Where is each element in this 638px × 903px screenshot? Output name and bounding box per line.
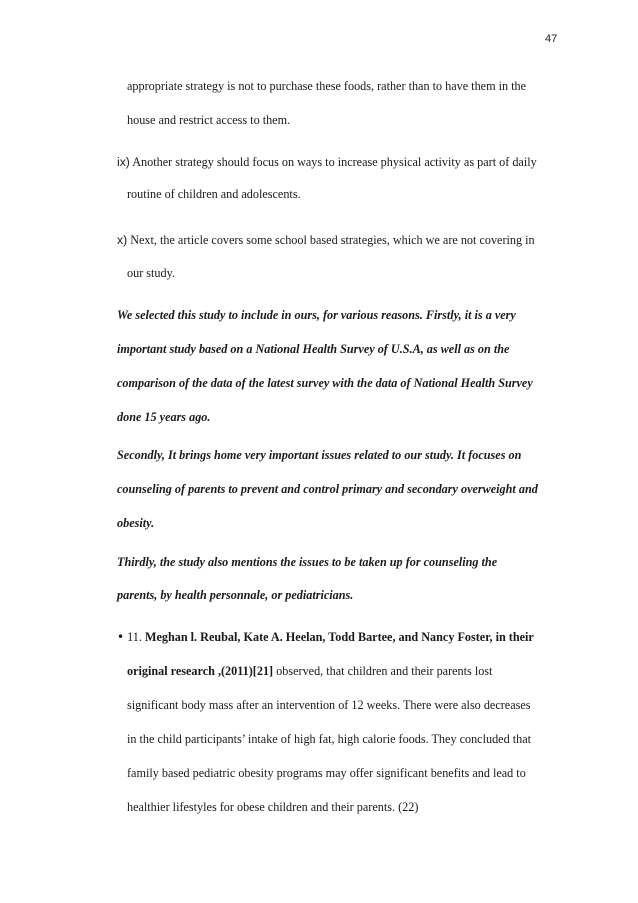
para1-line-4: done 15 years ago. bbox=[117, 410, 211, 424]
reference-11-line-5: family based pediatric obesity programs may offer significant benefits and lead to bbox=[127, 766, 526, 780]
para2-line-1: Secondly, It brings home very important issues related to our study. It focuses on bbox=[117, 448, 522, 462]
continued-text-line-1: appropriate strategy is not to purchase these foods, rather than to have them in the bbox=[127, 79, 527, 93]
para1-line-1: We selected this study to include in ours, for various reasons. Firstly, it is a very bbox=[117, 308, 516, 322]
reference-authors: Meghan l. Reubal, Kate A. Heelan, Todd Bartee, and Nancy Foster, in their bbox=[144, 630, 534, 644]
list-item-ix bbox=[117, 154, 537, 170]
para3-line-1: Thirdly, the study also mentions the issues to be taken up for counseling the bbox=[117, 555, 498, 569]
para3-line-2: parents, by health personnale, or pediatricians. bbox=[117, 588, 354, 602]
reference-11-line-6: healthier lifestyles for obese children and their parents. (22) bbox=[127, 800, 419, 814]
para2-line-3: obesity. bbox=[117, 516, 155, 530]
list-item-x bbox=[117, 232, 535, 248]
page-number: 47 bbox=[545, 33, 558, 45]
list-item-x-line-2: our study. bbox=[127, 266, 175, 280]
list-marker: ix) bbox=[117, 155, 130, 169]
list-item-text: Another strategy should focus on ways to increase physical activity as part of daily bbox=[132, 155, 537, 169]
reference-11-line-2 bbox=[127, 663, 492, 679]
bullet-icon: • bbox=[117, 630, 125, 644]
list-marker: x) bbox=[117, 233, 128, 247]
reference-citation: original research ,(2011)[21] bbox=[127, 664, 274, 678]
list-item-ix-line-2: routine of children and adolescents. bbox=[127, 187, 301, 201]
list-item-text: Next, the article covers some school based strategies, which we are not covering in bbox=[130, 233, 535, 247]
reference-number: 11. bbox=[127, 630, 142, 644]
reference-text: observed, that children and their parents lost bbox=[273, 664, 493, 678]
reference-11-line-1 bbox=[117, 629, 534, 645]
reference-11-line-4: in the child participants’ intake of high fat, high calorie foods. They concluded that bbox=[127, 732, 531, 746]
continued-text-line-2: house and restrict access to them. bbox=[127, 113, 291, 127]
para1-line-3: comparison of the data of the latest survey with the data of National Health Survey bbox=[117, 376, 533, 390]
para2-line-2: counseling of parents to prevent and control primary and secondary overweight and bbox=[117, 482, 538, 496]
reference-11-line-3: significant body mass after an intervention of 12 weeks. There were also decreases bbox=[127, 698, 531, 712]
para1-line-2: important study based on a National Health Survey of U.S.A, as well as on the bbox=[117, 342, 510, 356]
